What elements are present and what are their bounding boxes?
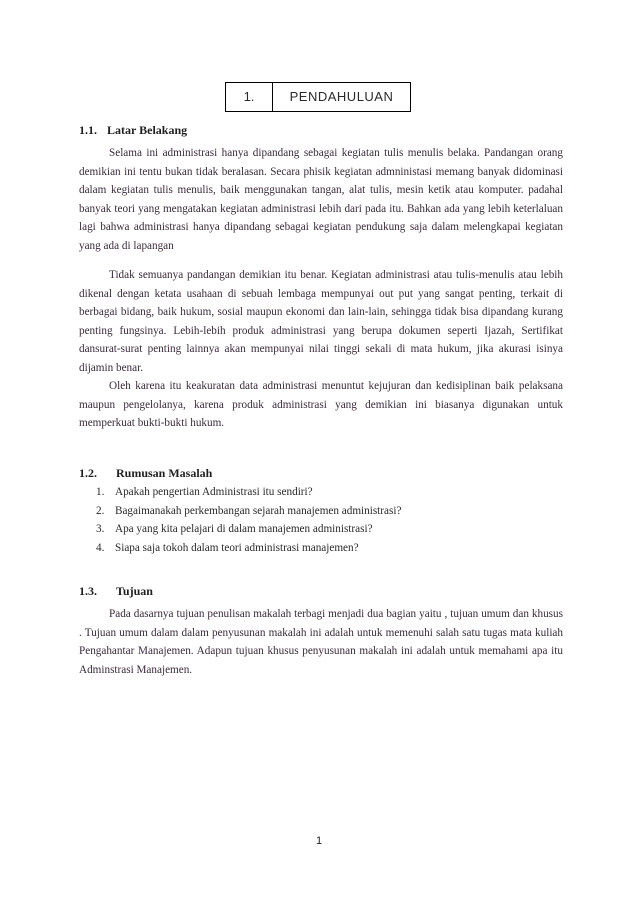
- section-title: Tujuan: [116, 584, 153, 598]
- section-heading-tujuan: [79, 584, 153, 599]
- section-number: 1.3.: [79, 584, 97, 598]
- section-heading-latar-belakang: [79, 123, 187, 138]
- section-title: Latar Belakang: [107, 123, 188, 137]
- list-item: 2. Bagaimanakah perkembangan sejarah manajemen administrasi?: [96, 504, 402, 517]
- paragraph-text: Pada dasarnya tujuan penulisan makalah terbagi menjadi dua bagian yaitu , tujuan umum dan khusus . Tujuan umum dalam dalam penyusunan makalah ini adalah untuk memenuhi salah satu tugas mata kuliah Pengahantar Manajemen. Adapun tujuan khusus penyusunan makalah ini adalah untuk memahami apa itu Adminstrasi Manajemen.: [79, 608, 563, 676]
- problem-list: [96, 483, 401, 557]
- chapter-title-box: [225, 82, 411, 112]
- section-number: 1.1.: [79, 123, 97, 137]
- chapter-title: PENDAHULUAN: [289, 89, 394, 104]
- paragraph-latar-belakang-3: [79, 377, 563, 433]
- paragraph-text: Tidak semuanya pandangan demikian itu benar. Kegiatan administrasi atau tulis-menulis atau lebih dikenal dengan ketata usahaan di sebuah lembaga mempunyai out put yang sangat penting, terkait di berbagai bidang, baik hukum, sosial maupun ekonomi dan lain-lain, sehingga tidak bisa dipandang kurang penting fungsinya. Lebih-lebih produk administrasi yang berupa dokumen seperti Ijazah, Sertifikat dansurat-surat penting lainnya akan mempunyai nilai tinggi sekali di mata hukum, jika akurasi isinya dijamin benar.: [79, 269, 563, 374]
- section-title: Rumusan Masalah: [116, 466, 213, 480]
- section-number: 1.2.: [79, 466, 97, 480]
- paragraph-text: Selama ini administrasi hanya dipandang sebagai kegiatan tulis menulis belaka. Pandangan orang demikian ini tentu bukan tidak beralasan. Secara phisik kegiatan admninistasi memang banyak didominasi dalam kegiatan tulis menulis, baik menggunakan tangan, alat tulis, mesin ketik atau komputer. padahal banyak teori yang mengatakan kegiatan administrasi lebih dari pada itu. Bahkan ada yang lebih keterlaluan lagi bahwa administrasi hanya dipandang sebagai kegiatan pendukung saja dalam melengkapai kegiatan yang ada di lapangan: [79, 147, 563, 252]
- paragraph-tujuan: [79, 605, 563, 679]
- paragraph-text: Oleh karena itu keakuratan data administrasi menuntut kejujuran dan kedisiplinan baik pelaksana maupun pengelolanya, karena produk administrasi yang demikian ini biasanya digunakan untuk memperkuat bukti-bukti hukum.: [79, 380, 563, 430]
- list-item: 4. Siapa saja tokoh dalam teori administrasi manajemen?: [96, 541, 359, 554]
- section-heading-rumusan-masalah: [79, 466, 212, 481]
- list-item: 1. Apakah pengertian Administrasi itu sendiri?: [96, 486, 313, 498]
- page-number: 1: [315, 835, 323, 847]
- paragraph-latar-belakang-2: [79, 266, 563, 378]
- list-item: 3. Apa yang kita pelajari di dalam manajemen administrasi?: [96, 523, 373, 535]
- paragraph-latar-belakang-1: [79, 144, 563, 256]
- chapter-number: 1.: [226, 83, 273, 111]
